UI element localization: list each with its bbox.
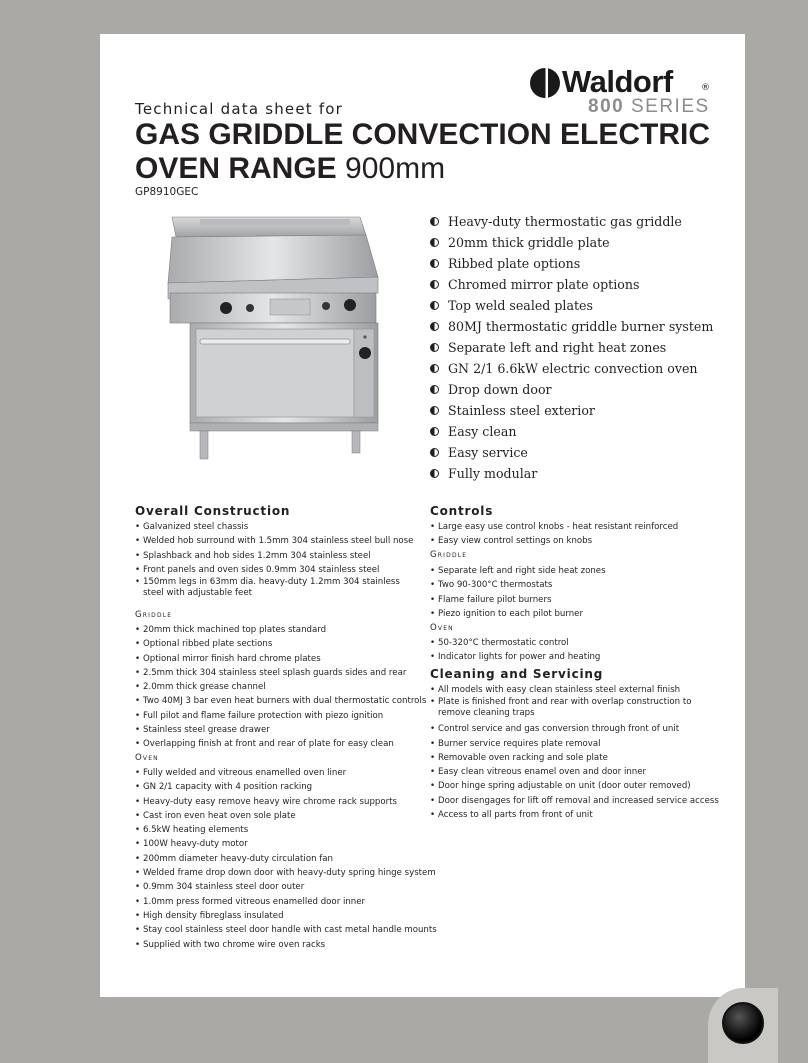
feature-item xyxy=(430,211,713,232)
list-item: • Control service and gas conversion through front of unit xyxy=(430,722,715,736)
page-title xyxy=(135,118,710,186)
feature-item xyxy=(430,316,713,337)
controls-griddle-subheading: Griddle xyxy=(430,550,468,560)
list-item: • Full pilot and flame failure protection with piezo ignition xyxy=(135,709,420,723)
page-subtitle: Technical data sheet for xyxy=(135,100,344,118)
list-item: • Splashback and hob sides 1.2mm 304 stainless steel xyxy=(135,549,420,563)
title-line-2-size: 900mm xyxy=(345,152,446,185)
half-circle-bullet-icon xyxy=(430,259,439,268)
list-item: • Welded frame drop down door with heavy-duty spring hinge system xyxy=(135,866,420,880)
series-word: SERIES xyxy=(630,96,710,117)
controls-oven-list xyxy=(430,636,710,665)
list-item: • Burner service requires plate removal xyxy=(430,737,715,751)
list-item: • Piezo ignition to each pilot burner xyxy=(430,607,710,621)
cleaning-heading: Cleaning and Servicing xyxy=(430,667,604,681)
list-item: • Easy clean vitreous enamel oven and door inner xyxy=(430,765,715,779)
list-item: • 0.9mm 304 stainless steel door outer xyxy=(135,880,420,894)
waldorf-logo xyxy=(530,66,715,118)
controls-oven-subheading: Oven xyxy=(430,623,454,633)
feature-item xyxy=(430,379,713,400)
list-item: • Heavy-duty easy remove heavy wire chrome rack supports xyxy=(135,795,420,809)
list-item: • Optional mirror finish hard chrome plates xyxy=(135,652,420,666)
controls-list xyxy=(430,520,710,549)
list-item: • Cast iron even heat oven sole plate xyxy=(135,809,420,823)
list-item: • Door hinge spring adjustable on unit (door outer removed) xyxy=(430,779,715,793)
feature-item xyxy=(430,400,713,421)
feature-item xyxy=(430,337,713,358)
list-item: • 100W heavy-duty motor xyxy=(135,837,420,851)
list-item: • Stay cool stainless steel door handle with cast metal handle mounts xyxy=(135,923,420,937)
waldorf-emblem-icon xyxy=(722,1002,764,1044)
list-item: • Welded hob surround with 1.5mm 304 stainless steel bull nose xyxy=(135,534,420,548)
feature-item xyxy=(430,274,713,295)
brand-series xyxy=(588,96,710,118)
feature-text: Separate left and right heat zones xyxy=(448,340,667,355)
half-circle-bullet-icon xyxy=(430,469,439,478)
list-item: • GN 2/1 capacity with 4 position racking xyxy=(135,780,420,794)
feature-text: 20mm thick griddle plate xyxy=(448,235,610,250)
list-item: • Front panels and oven sides 0.9mm 304 stainless steel xyxy=(135,563,420,577)
model-number: GP8910GEC xyxy=(135,186,199,198)
list-item: • 50-320°C thermostatic control xyxy=(430,636,710,650)
feature-text: Drop down door xyxy=(448,382,552,397)
list-item: • Two 90-300°C thermostats xyxy=(430,578,710,592)
feature-text: Fully modular xyxy=(448,466,538,481)
list-item: • 2.0mm thick grease channel xyxy=(135,680,420,694)
list-item: • Stainless steel grease drawer xyxy=(135,723,420,737)
feature-text: Easy clean xyxy=(448,424,517,439)
list-item: • Two 40MJ 3 bar even heat burners with dual thermostatic controls xyxy=(135,694,420,708)
feature-item xyxy=(430,421,713,442)
overall-construction-heading: Overall Construction xyxy=(135,504,291,518)
title-line-2-bold: OVEN RANGE xyxy=(135,152,337,185)
list-item: • Removable oven racking and sole plate xyxy=(430,751,715,765)
half-circle-bullet-icon xyxy=(430,217,439,226)
half-circle-bullet-icon xyxy=(430,301,439,310)
oven-subheading: Oven xyxy=(135,753,159,763)
half-circle-bullet-icon xyxy=(430,343,439,352)
half-circle-bullet-icon xyxy=(430,427,439,436)
half-circle-bullet-icon xyxy=(430,364,439,373)
feature-item xyxy=(430,463,713,484)
feature-text: GN 2/1 6.6kW electric convection oven xyxy=(448,361,698,376)
half-circle-bullet-icon xyxy=(430,406,439,415)
list-item: • Large easy use control knobs - heat resistant reinforced xyxy=(430,520,710,534)
list-item: • Access to all parts from front of unit xyxy=(430,808,715,822)
half-circle-bullet-icon xyxy=(430,448,439,457)
brand-name: Waldorf xyxy=(562,64,673,99)
feature-text: Heavy-duty thermostatic gas griddle xyxy=(448,214,682,229)
list-item: • Overlapping finish at front and rear of plate for easy clean xyxy=(135,737,420,751)
list-item: • Door disengages for lift off removal and increased service access xyxy=(430,794,715,808)
feature-text: Stainless steel exterior xyxy=(448,403,595,418)
list-item: • Indicator lights for power and heating xyxy=(430,650,710,664)
title-line-2 xyxy=(135,152,710,186)
list-item: • Galvanized steel chassis xyxy=(135,520,420,534)
waldorf-logo-icon xyxy=(530,68,560,98)
list-item: • High density fibreglass insulated xyxy=(135,909,420,923)
registered-mark-icon: ® xyxy=(701,83,710,93)
list-item: • 20mm thick machined top plates standard xyxy=(135,623,420,637)
list-item: • Easy view control settings on knobs xyxy=(430,534,710,548)
griddle-subheading: Griddle xyxy=(135,610,173,620)
title-line-1: GAS GRIDDLE CONVECTION ELECTRIC xyxy=(135,118,711,151)
list-item: • Flame failure pilot burners xyxy=(430,593,710,607)
feature-item xyxy=(430,232,713,253)
list-item: • 200mm diameter heavy-duty circulation fan xyxy=(135,852,420,866)
oven-list xyxy=(135,766,437,952)
list-item: • 1.0mm press formed vitreous enamelled door inner xyxy=(135,895,420,909)
list-item: • Optional ribbed plate sections xyxy=(135,637,420,651)
feature-text: 80MJ thermostatic griddle burner system xyxy=(448,319,714,334)
controls-griddle-list xyxy=(430,564,710,621)
controls-heading: Controls xyxy=(430,504,494,518)
list-item: • Fully welded and vitreous enamelled oven liner xyxy=(135,766,420,780)
list-item: • All models with easy clean stainless steel external finish xyxy=(430,683,715,697)
list-item: • 150mm legs in 63mm dia. heavy-duty 1.2mm 304 stainless steel with adjustable feet xyxy=(135,577,420,599)
feature-item xyxy=(430,253,713,274)
list-item: • Separate left and right side heat zones xyxy=(430,564,710,578)
series-number: 800 xyxy=(588,96,625,117)
half-circle-bullet-icon xyxy=(430,322,439,331)
feature-text: Ribbed plate options xyxy=(448,256,581,271)
product-image xyxy=(160,205,390,465)
list-item: • Supplied with two chrome wire oven racks xyxy=(135,938,420,952)
feature-list xyxy=(430,211,713,484)
feature-item xyxy=(430,295,713,316)
half-circle-bullet-icon xyxy=(430,280,439,289)
feature-item xyxy=(430,442,713,463)
feature-text: Top weld sealed plates xyxy=(448,298,593,313)
feature-text: Chromed mirror plate options xyxy=(448,277,640,292)
overall-construction-list xyxy=(135,520,420,602)
cleaning-list xyxy=(430,683,719,822)
feature-item xyxy=(430,358,713,379)
feature-text: Easy service xyxy=(448,445,528,460)
list-item: • Plate is finished front and rear with overlap construction to remove cleaning traps xyxy=(430,697,715,719)
list-item: • 2.5mm thick 304 stainless steel splash guards sides and rear xyxy=(135,666,420,680)
griddle-list xyxy=(135,623,427,752)
list-item: • 6.5kW heating elements xyxy=(135,823,420,837)
half-circle-bullet-icon xyxy=(430,385,439,394)
half-circle-bullet-icon xyxy=(430,238,439,247)
